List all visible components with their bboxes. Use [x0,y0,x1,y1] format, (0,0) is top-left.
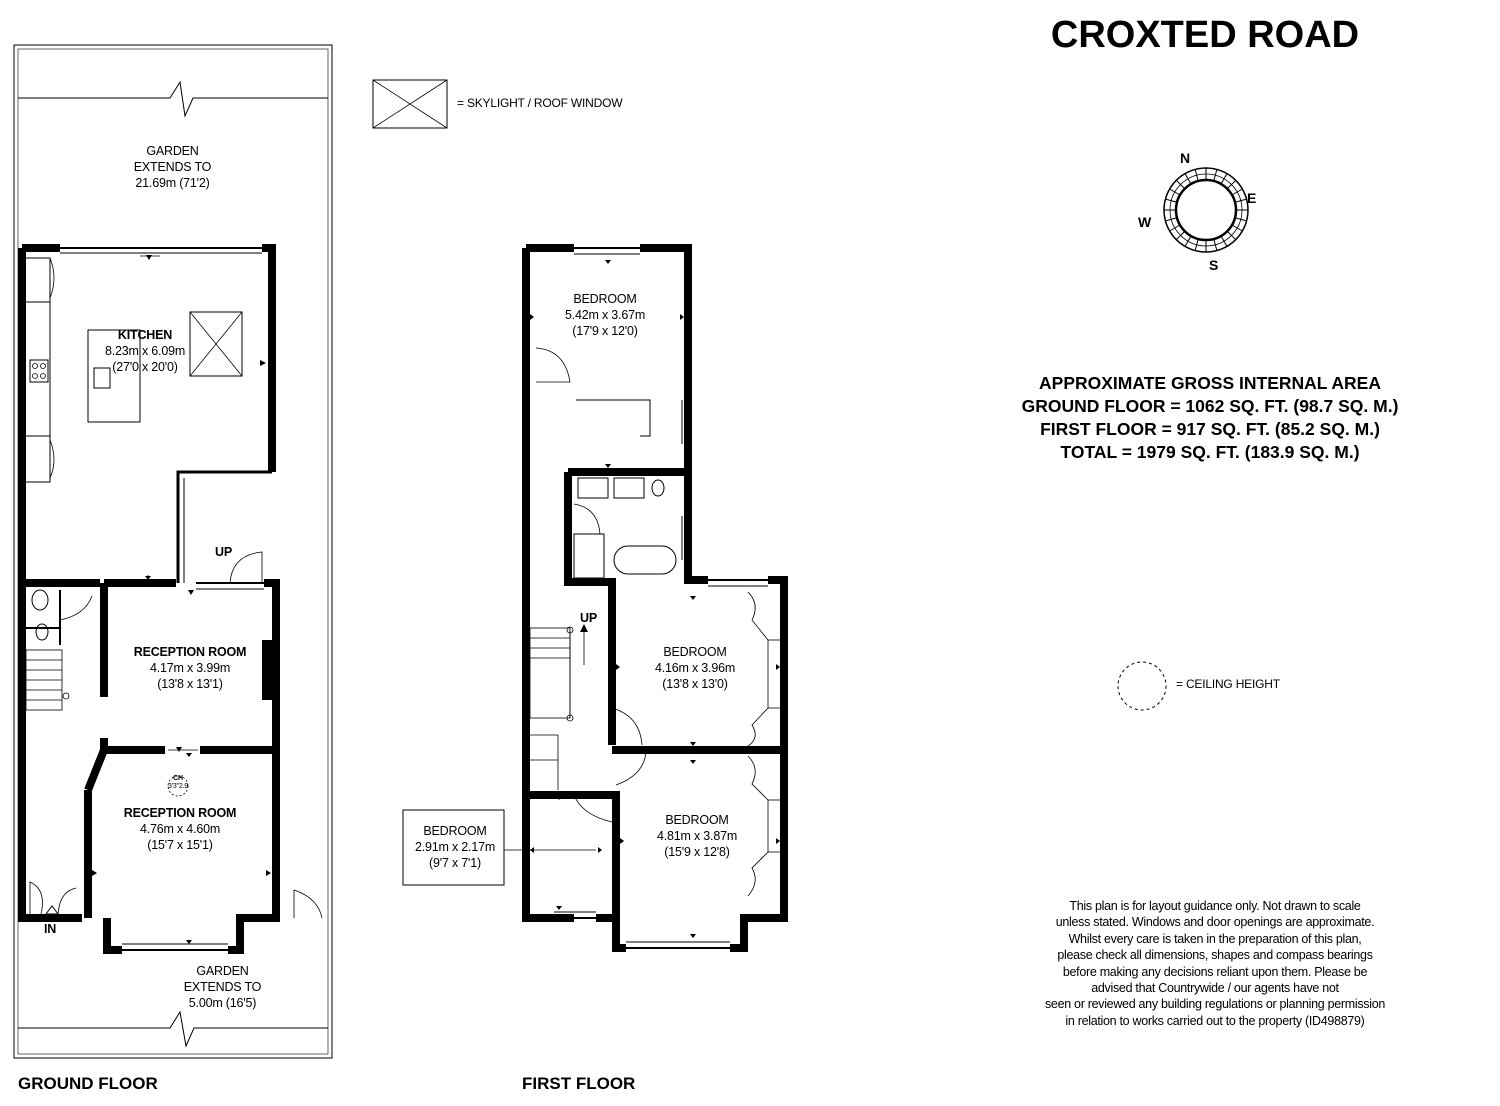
disclaimer: This plan is for layout guidance only. Not drawn to scale unless stated. Windows and door openings are approximate. Whilst every care is taken in the preparation of this plan, please check all dimensions, shapes and compass bearings before making any decisions reliant upon them. Please be advised that Countrywide / our agents have not seen or reviewed any building regulations or planning permission in relation to works carried out to the property (ID498879) [1044,899,1386,1028]
ground-floor-title: GROUND FLOOR [18,1074,158,1093]
compass-tick [1170,189,1180,195]
garden-break-line-rear [18,82,328,116]
compass-east-label: E [1247,190,1257,206]
kitchen-label: KITCHEN 8.23m x 6.09m (27'0 x 20'0) [104,328,186,374]
compass-tick [1232,225,1242,231]
first-stairs-up-label: UP [580,611,597,625]
bedroom-4-label: BEDROOM 2.91m x 2.17m (9'7 x 7'1) [414,824,496,870]
first-floor-stairs [530,628,570,790]
ground-stairs-up-label: UP [215,545,232,559]
garden-front-label: GARDEN EXTENDS TO 5.00m (16'5) [183,964,262,1010]
reception-room-2-label: RECEPTION ROOM 4.76m x 4.60m (15'7 x 15'1) [123,806,237,852]
area-first-floor: FIRST FLOOR = 917 SQ. FT. (85.2 SQ. M.) [1040,419,1380,439]
ceiling-height-marker: CH 3'3"2.9 [168,775,188,790]
area-total: TOTAL = 1979 SQ. FT. (183.9 SQ. M.) [1060,442,1360,462]
page-title: CROXTED ROAD [1050,14,1360,56]
compass-tick [1221,236,1227,246]
bedroom-2-label: BEDROOM 4.16m x 3.96m (13'8 x 13'0) [654,645,736,691]
compass-west-label: W [1138,214,1152,230]
plot-boundary [14,45,332,1058]
compass-icon [1164,168,1248,252]
entrance-in-label: IN [44,922,57,936]
garden-rear-label: GARDEN EXTENDS TO 21.69m (71'2) [133,144,212,190]
compass-tick [1221,174,1227,184]
compass-north-label: N [1180,150,1191,166]
first-floor-title: FIRST FLOOR [522,1074,636,1093]
area-heading: APPROXIMATE GROSS INTERNAL AREA [1039,373,1381,393]
reception-room-1-label: RECEPTION ROOM 4.17m x 3.99m (13'8 x 13'1) [133,645,247,691]
bedroom-3-label: BEDROOM 4.81m x 3.87m (15'9 x 12'8) [656,813,738,859]
compass-tick [1232,189,1242,195]
skylight-legend-label: = SKYLIGHT / ROOF WINDOW [457,96,623,110]
gross-internal-area [985,372,1435,464]
bedroom-1-label: BEDROOM 5.42m x 3.67m (17'9 x 12'0) [564,292,646,338]
ground-floor-stairs [26,650,62,710]
garden-break-line-front [18,1012,328,1046]
area-ground-floor: GROUND FLOOR = 1062 SQ. FT. (98.7 SQ. M.) [1021,396,1399,416]
compass-south-label: S [1209,257,1219,273]
compass-tick [1185,174,1191,184]
ground-floor-plan [14,45,332,1058]
ceiling-height-legend-icon [1118,662,1166,710]
compass-tick [1185,236,1191,246]
ceiling-height-legend-label: = CEILING HEIGHT [1176,677,1280,691]
compass-tick [1170,225,1180,231]
